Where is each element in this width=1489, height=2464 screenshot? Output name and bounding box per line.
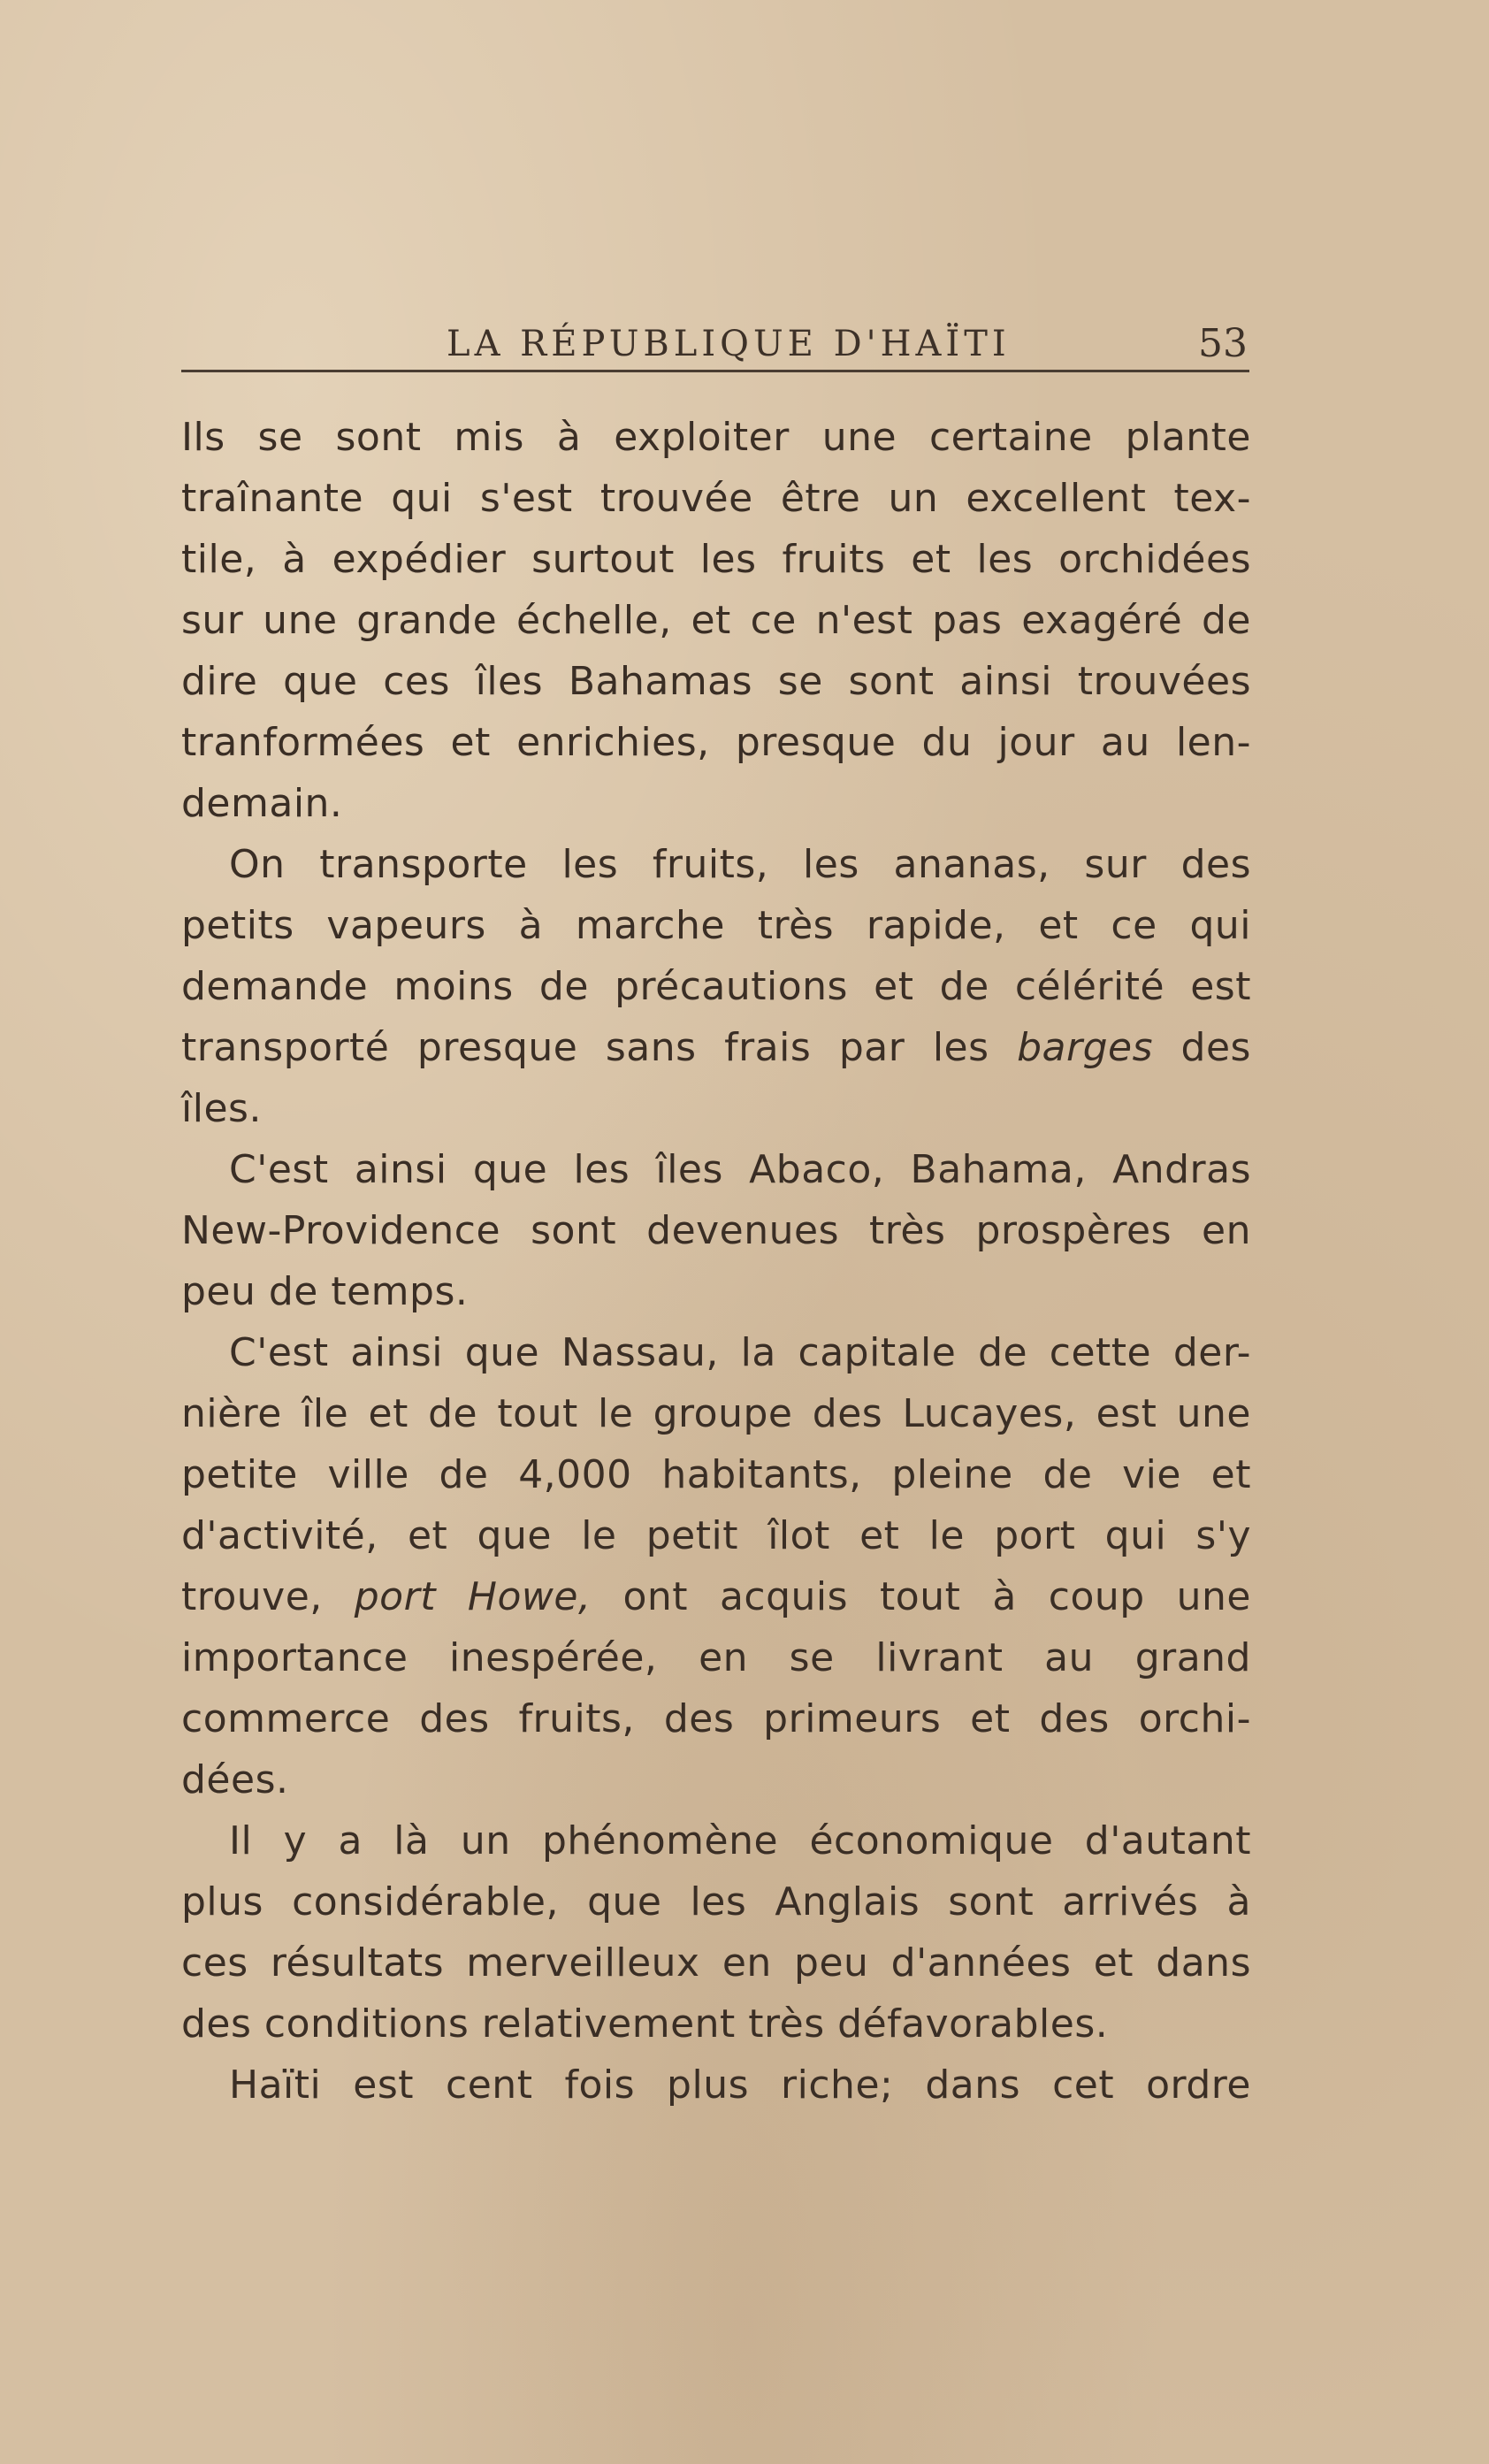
text-line: peu de temps. — [181, 1269, 469, 1314]
text-segment: transporté presque sans frais par les — [181, 1025, 989, 1070]
text-line: C'est ainsi que Nassau, la capitale de cette der- — [229, 1330, 1251, 1375]
running-header — [181, 308, 1251, 370]
body-text — [181, 407, 1251, 2116]
text-line: New-Providence sont devenues très prospères en — [181, 1208, 1251, 1253]
text-line: tile, à expédier surtout les fruits et les orchidées — [181, 537, 1251, 582]
text-line: petits vapeurs à marche très rapide, et ce qui — [181, 903, 1251, 948]
text-line: plus considérable, que les Anglais sont arrivés à — [181, 1879, 1251, 1925]
text-line: dées. — [181, 1757, 289, 1802]
text-line — [181, 1017, 1251, 1078]
text-line: sur une grande échelle, et ce n'est pas exagéré de — [181, 598, 1251, 643]
text-line: dire que ces îles Bahamas se sont ainsi trouvées — [181, 659, 1251, 704]
text-line: des conditions relativement très défavorables. — [181, 2001, 1109, 2047]
text-segment: ont acquis tout à coup une — [622, 1574, 1251, 1619]
running-title: LA RÉPUBLIQUE D'HAÏTI — [447, 324, 1011, 364]
text-line: commerce des fruits, des primeurs et des orchi- — [181, 1696, 1251, 1741]
italic-term: barges — [1017, 1025, 1153, 1070]
italic-term: port Howe, — [354, 1574, 592, 1619]
text-line: Il y a là un phénomène économique d'autant — [229, 1818, 1251, 1863]
text-line: traînante qui s'est trouvée être un excellent tex- — [181, 476, 1251, 521]
text-segment: des — [1180, 1025, 1251, 1070]
text-line: ces résultats merveilleux en peu d'années et dans — [181, 1940, 1251, 1986]
header-rule — [181, 370, 1249, 372]
text-line: îles. — [181, 1086, 262, 1131]
text-line: nière île et de tout le groupe des Lucayes, est une — [181, 1391, 1251, 1436]
text-line — [181, 1566, 1251, 1627]
text-line: C'est ainsi que les îles Abaco, Bahama, Andras — [229, 1147, 1251, 1192]
page-number: 53 — [1198, 321, 1248, 366]
text-line: demande moins de précautions et de célérité est — [181, 964, 1251, 1009]
text-line: tranformées et enrichies, presque du jour au len- — [181, 720, 1251, 765]
text-line: Ils se sont mis à exploiter une certaine plante — [181, 415, 1251, 460]
text-segment: trouve, — [181, 1574, 323, 1619]
text-line: d'activité, et que le petit îlot et le port qui s'y — [181, 1513, 1251, 1558]
text-line: demain. — [181, 781, 343, 826]
text-line: Haïti est cent fois plus riche; dans cet ordre — [229, 2062, 1251, 2108]
text-line: importance inespérée, en se livrant au grand — [181, 1635, 1251, 1680]
text-line: petite ville de 4,000 habitants, pleine de vie et — [181, 1452, 1251, 1497]
text-line: On transporte les fruits, les ananas, sur des — [229, 842, 1251, 887]
